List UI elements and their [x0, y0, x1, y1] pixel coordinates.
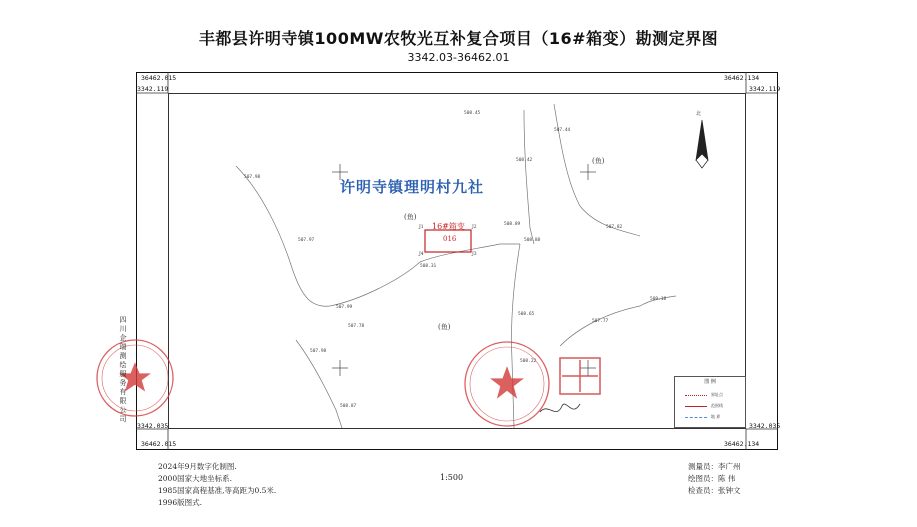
- legend-item: 界址点: [711, 392, 723, 397]
- checker-line: 检查员：张钟文: [688, 486, 741, 495]
- terrain-lines: [236, 104, 676, 428]
- elevation-label: 508.89: [504, 222, 521, 227]
- coord-bottom-right-x: 36462.134: [724, 440, 760, 448]
- elevation-label: 508.65: [518, 312, 535, 317]
- coord-top-right-x: 36462.134: [724, 74, 760, 82]
- official-seal-center: [465, 342, 549, 426]
- name-stamp: [560, 358, 600, 394]
- elevation-label: 508.45: [464, 111, 481, 116]
- vertex-j2: J2: [472, 225, 477, 230]
- vertex-j3: J3: [472, 252, 477, 257]
- elevation-label: 507.77: [592, 319, 609, 324]
- legend-item: 范围线: [711, 403, 723, 408]
- village-label: 许明寺镇理明村九社: [340, 178, 485, 196]
- staff-info: [688, 461, 741, 497]
- parcel-label: 16#箱变: [432, 222, 465, 231]
- legend-symbol-boundary-point: [685, 395, 707, 396]
- coord-bottom-right-y: 3342.035: [749, 422, 781, 430]
- legend-item: 地 界: [711, 414, 721, 419]
- note-line: 1985国家高程基准,等高距为0.5米.: [158, 486, 277, 495]
- elevation-label: 507.98: [244, 175, 261, 180]
- legend-symbol-range-line: [685, 406, 707, 407]
- note-line: 1996版图式.: [158, 498, 202, 507]
- note-line: 2024年9月数字化制图.: [158, 462, 237, 471]
- note-line: 2000国家大地坐标系.: [158, 474, 232, 483]
- elevation-label: 507.99: [336, 305, 353, 310]
- coord-bottom-left-x: 36462.015: [141, 440, 177, 448]
- map-scale: 1:500: [440, 473, 464, 482]
- company-vertical-text: 四川企瑞测绘服务有限公司: [119, 316, 127, 423]
- fish-label-1: (鱼): [404, 213, 417, 221]
- fish-label-2: (鱼): [592, 157, 605, 165]
- map-notes: [158, 461, 276, 509]
- elevation-label: 508.87: [340, 404, 357, 409]
- company-seal-left: [97, 340, 173, 416]
- fish-label-3: (鱼): [438, 323, 451, 331]
- drafter-line: 绘图员：陈 伟: [688, 474, 736, 483]
- coord-bottom-left-y: 3342.035: [137, 422, 169, 430]
- elevation-label: 507.82: [606, 225, 623, 230]
- vertex-j4: J4: [419, 252, 424, 257]
- legend-symbol-land-boundary: [685, 417, 707, 418]
- legend-box: [674, 376, 746, 428]
- elevation-label: 507.78: [348, 324, 365, 329]
- map-title: 丰都县许明寺镇100MW农牧光互补复合项目（16#箱变）勘测定界图: [198, 29, 719, 48]
- parcel-number: 016: [443, 235, 457, 243]
- north-label: 北: [696, 111, 702, 117]
- elevation-label: 507.44: [554, 128, 571, 133]
- elevation-label: 509.18: [650, 297, 667, 302]
- elevation-label: 508.88: [524, 238, 541, 243]
- north-arrow-icon: [696, 120, 708, 168]
- elevation-label: 507.97: [298, 238, 315, 243]
- coord-top-left-x: 36462.015: [141, 74, 177, 82]
- coord-top-right-y: 3342.119: [749, 85, 781, 93]
- elevation-label: 508.42: [516, 158, 533, 163]
- elevation-label: 508.31: [420, 264, 437, 269]
- signature-mark: [540, 404, 580, 412]
- elevation-label: 507.98: [310, 349, 327, 354]
- elevation-label: 508.22: [520, 359, 537, 364]
- coord-top-left-y: 3342.119: [137, 85, 169, 93]
- map-subtitle: 3342.03-36462.01: [407, 51, 510, 64]
- vertex-j1: J1: [419, 225, 424, 230]
- legend-title: 图 例: [704, 379, 716, 385]
- surveyor-line: 测量员：李广州: [688, 462, 741, 471]
